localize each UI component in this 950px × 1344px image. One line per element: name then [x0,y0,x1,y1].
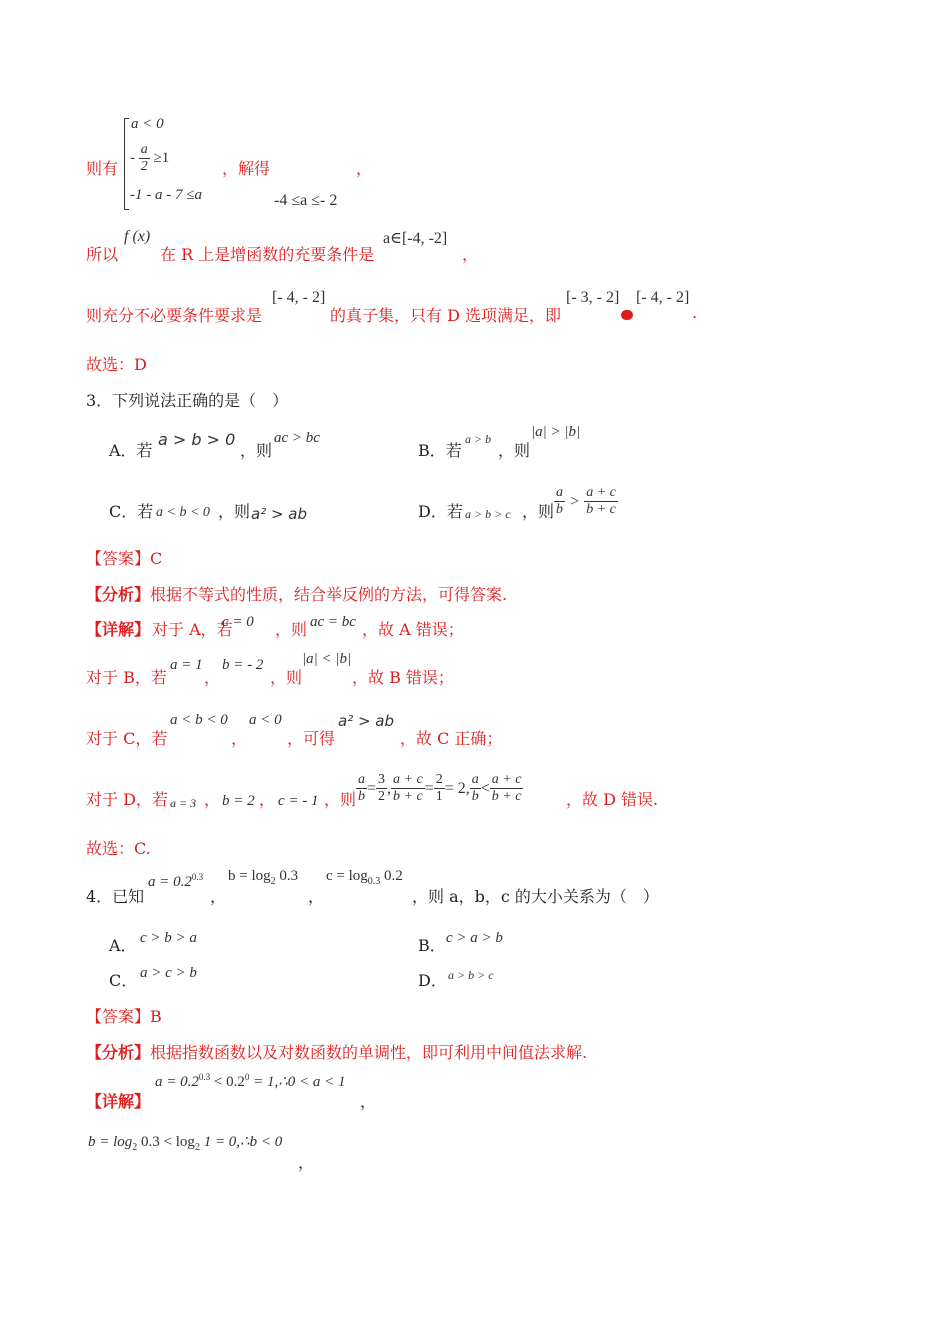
frac-den: b [471,789,479,804]
q3-d-expression [554,485,618,518]
q4-d-label: D． [418,971,447,990]
q4-a-base: a = 0.2 [148,874,192,890]
detail-b-then: ，则 [270,668,303,687]
q4-a-def [148,872,203,891]
detail-b-res: |a| < |b| [302,651,352,667]
d2-comma: ， [298,1153,315,1172]
d1-c: = 1,∴0 < a < 1 [249,1074,346,1090]
frac-den: 1 [435,789,443,804]
q4-b-def [228,868,298,887]
detail-tag: 【详解】 [86,1092,151,1111]
frac [356,772,367,805]
q4-c-base: c = log [326,868,368,884]
q4-stem-a: 4．已知 [86,887,145,906]
q3-answer: 【答案】C [86,549,163,568]
period: . [692,303,698,322]
q4-b-val: 0.3 [275,868,299,884]
q4-detail-ineq1 [155,1072,346,1091]
q4-sep2: ， [308,887,325,906]
eq: = [367,780,377,797]
q4-stem-b: ，则 a，b，c 的大小关系为（ ） [412,887,659,906]
detail-c-then: ，可得 [287,729,336,748]
frac-den: b + c [393,789,423,804]
d1-e1: 0.3 [198,1072,211,1082]
frac-den: b + c [586,502,616,517]
system-line-1: a < 0 [131,116,164,132]
d2-s1: 2 [132,1142,138,1153]
d2-s2: 2 [194,1142,200,1153]
system-line-3: -1 - a - 7 ≤a [130,187,202,203]
q3-c-mid: ，则 [218,502,251,521]
suoyi-text: 所以 [86,245,119,264]
solution-result: -4 ≤a ≤- 2 [274,192,338,209]
frac-den: 2 [140,159,148,174]
detail-d-sep2: ， [259,790,276,809]
detail-b-text: 对于 B，若 [86,668,167,687]
q3-b-res: |a| > |b| [531,424,581,440]
q4-detail-ineq2 [88,1132,282,1153]
detail-d-text: 对于 D，若 [86,790,168,809]
line3-text-b: 的真子集，只有 D 选项满足，即 [330,306,562,325]
jiede-text: ，解得 [222,159,271,178]
frac-num: a [471,772,479,787]
frac [584,485,618,518]
q3-a-res: ac > bc [274,430,320,446]
detail-c-text: 对于 C，若 [86,729,168,748]
detail-c-end: ，故 C 正确； [400,729,503,748]
q3-b-label: B．若 [418,441,462,460]
d1-comma: ， [360,1092,377,1111]
detail-b-c2: b = - 2 [222,657,264,673]
lt: < [480,780,490,797]
line3-text-a: 则充分不必要条件要求是 [86,306,263,325]
q3-a-cond: a > b > 0 [158,430,236,449]
q3-d-cond: a > b > c [465,507,511,521]
q4-b-value: c > a > b [446,930,503,946]
interval-b: [- 4, - 2] [272,289,326,306]
q3-a-label: A．若 [109,441,153,460]
d2-a: b = log [88,1134,133,1150]
comma: , [387,780,392,797]
q4-a-value: c > b > a [140,930,197,946]
guxuan-d: 故选：D [86,355,147,374]
q3-d-mid: ，则 [522,502,555,521]
detail-a-then: ，则 [275,620,308,639]
d1-e2: 0 [244,1072,250,1082]
detail-c-res: a² > ab [338,712,395,730]
detail-d-expression [356,772,523,805]
detail-d-then: ，则 [324,790,357,809]
frac-den: 2 [378,789,386,804]
q4-c-label: C． [109,971,138,990]
frac-den: b + c [491,789,522,804]
frac-num: a [358,772,365,787]
interval-d: [- 4, - 2] [636,289,690,306]
comma-2: ， [462,245,479,264]
frac [490,772,524,805]
frac-num: a + c [491,772,522,787]
frac-num: 3 [378,772,386,787]
q3-stem: 3．下列说法正确的是（ ） [86,391,289,410]
detail-b-sep: ， [204,668,221,687]
interval-a: a∈[-4, -2] [383,230,448,247]
q4-b-label: B． [418,936,446,955]
detail-d-end: ，故 D 错误. [566,790,659,809]
frac-num: a [140,142,148,157]
conclusion-mid: 在 R 上是增函数的充要条件是 [160,245,375,264]
eq: = 2, [444,780,470,797]
function-fx: f (x) [124,228,151,245]
d2-b: 0.3 < log [137,1134,195,1150]
q4-a-exp: 0.3 [191,872,204,882]
frac-num: a [556,485,563,500]
system-line-2-post: ≥1 [153,149,170,166]
detail-c-sep: ， [231,729,248,748]
q4-c-value: a > c > b [140,965,197,981]
frac-num: a + c [393,772,423,787]
frac [391,772,425,805]
q3-d-label: D．若 [418,502,463,521]
q4-d-value: a > b > c [448,968,494,982]
detail-c-c1: a < b < 0 [170,712,228,728]
q3-analysis [86,582,507,605]
q3-guxuan: 故选：C. [86,839,151,858]
detail-c-c2: a < 0 [249,712,282,728]
q4-b-base: b = log [228,868,271,884]
frac [470,772,481,805]
frac [554,485,565,518]
interval-c: [- 3, - 2] [566,289,620,306]
left-brace [124,118,129,210]
frac-den: b [556,502,563,517]
analysis-text: 根据指数函数以及对数函数的单调性，即可利用中间值法求解. [150,1043,588,1062]
analysis-tag: 【分析】 [86,1043,151,1062]
q4-sep1: ， [210,887,227,906]
q3-a-mid: ，则 [240,441,273,460]
q3-c-cond: a < b < 0 [156,505,210,520]
system-line-2-minus: - [130,149,135,166]
frac-num: a + c [586,485,616,500]
q3-c-res: a² > ab [251,505,308,523]
detail-a-cond: c = 0 [222,614,254,630]
detail-d-c3: c = - 1 [278,793,319,809]
zeyou-text: 则有 [86,159,119,178]
detail-tag: 【详解】 [86,620,151,639]
detail-b-end: ，故 B 错误； [352,668,454,687]
q4-answer: 【答案】B [86,1007,162,1026]
q4-c-def [326,868,403,887]
q3-b-cond: a > b [465,432,492,446]
d2-c: 1 = 0,∴b < 0 [199,1134,283,1150]
comma-text: ， [356,159,373,178]
detail-d-c2: b = 2 [222,793,255,809]
subset-icon [621,304,633,323]
q4-analysis [86,1040,587,1063]
q3-c-label: C．若 [109,502,154,521]
frac-den: b [358,789,365,804]
detail-d-sep1: ， [204,790,221,809]
frac [434,772,445,805]
detail-d-c1: a = 3 [170,796,197,810]
detail-a-res: ac = bc [310,614,356,630]
system-line-2 [130,142,169,175]
d1-a: a = 0.2 [155,1074,199,1090]
frac [376,772,387,805]
system-line-2-fraction [139,142,150,175]
analysis-text: 根据不等式的性质，结合举反例的方法，可得答案. [150,585,508,604]
gt: > [570,493,580,510]
d1-b: < 0.2 [210,1074,245,1090]
analysis-tag: 【分析】 [86,585,151,604]
q3-b-mid: ，则 [498,441,531,460]
eq: = [424,780,434,797]
q4-c-val: 0.2 [380,868,403,884]
frac-num: 2 [435,772,443,787]
detail-a-end: ，故 A 错误； [362,620,464,639]
q4-b-sub: 2 [270,876,276,887]
q4-a-label: A． [109,936,137,955]
detail-a-text: 对于 A，若 [152,620,233,639]
detail-b-c1: a = 1 [170,657,203,673]
q4-c-sub: 0.3 [367,876,381,887]
